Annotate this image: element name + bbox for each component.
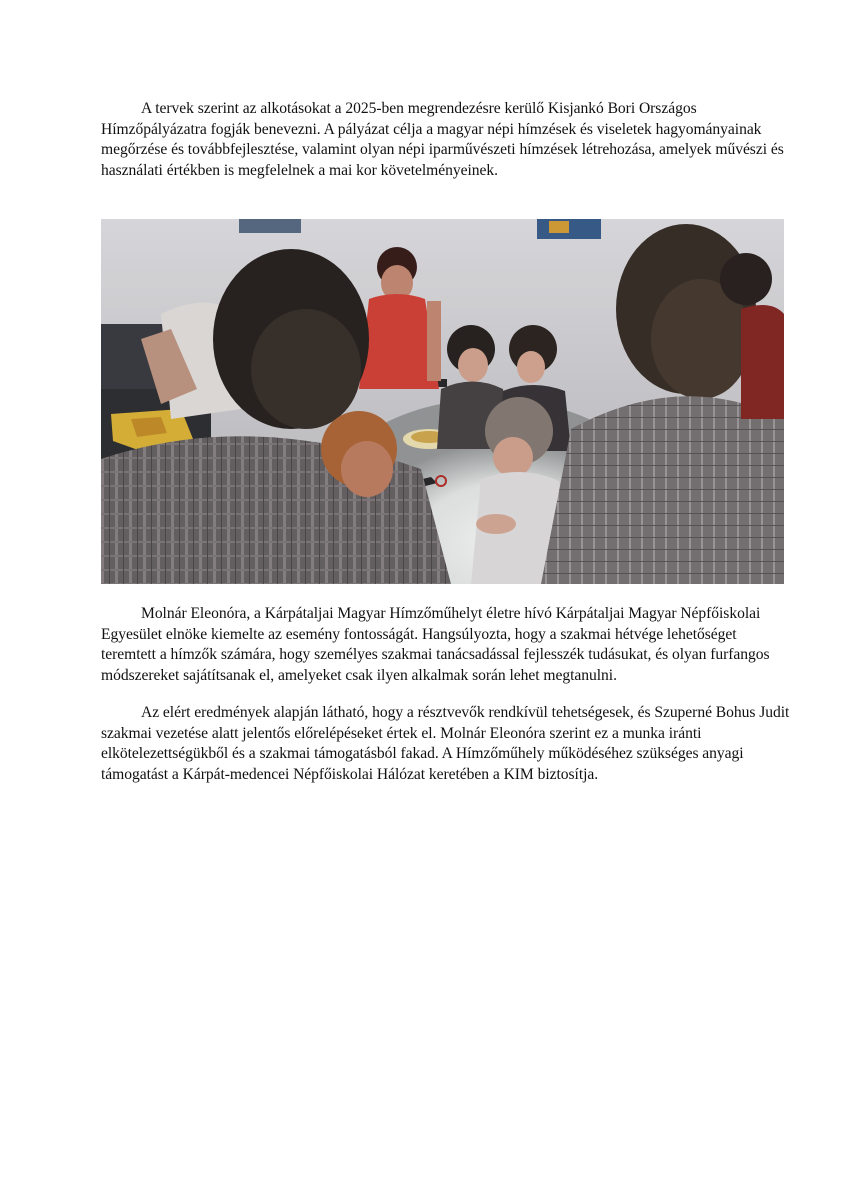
paragraph-president-statement: Molnár Eleonóra, a Kárpátaljai Magyar Hímzőműhelyt életre hívó Kárpátaljai Magyar Népfőiskolai Egyesület elnöke kiemelte az esemény fontosságát. Hangsúlyozta, hogy a szakmai hétvége lehetőséget teremtett a hímzők számára, hogy személyes szakmai tanácsadással fejlesszék tudásukat, és olyan furfangos módszereket sajátítsanak el, amelyeket csak ilyen alkalmak során lehet megtanulni.	[101, 605, 770, 684]
photo-illustration	[101, 219, 784, 584]
paragraph-results: Az elért eredmények alapján látható, hogy a résztvevők rendkívül tehetségesek, és Szuperné Bohus Judit szakmai vezetése alatt jelentős előrelépéseket értek el. Molnár Eleonóra szerint ez a munka iránti elkötelezettségükből és a szakmai támogatásból fakad. A Hímzőműhely működéséhez szükséges anyagi támogatást a Kárpát-medencei Népfőiskolai Hálózat keretében a KIM biztosítja.	[101, 704, 790, 783]
paragraph-intro: A tervek szerint az alkotásokat a 2025-ben megrendezésre kerülő Kisjankó Bori Országos Hímzőpályázatra fogják benevezni. A pályázat célja a magyar népi hímzések és viseletek hagyományainak megőrzése és továbbfejlesztése, valamint olyan népi iparművészeti hímzések létrehozása, amelyek művészi és használati értékben is megfelelnek a mai kor követelményeinek.	[101, 100, 784, 179]
embroidery-workshop-photo	[101, 219, 784, 584]
